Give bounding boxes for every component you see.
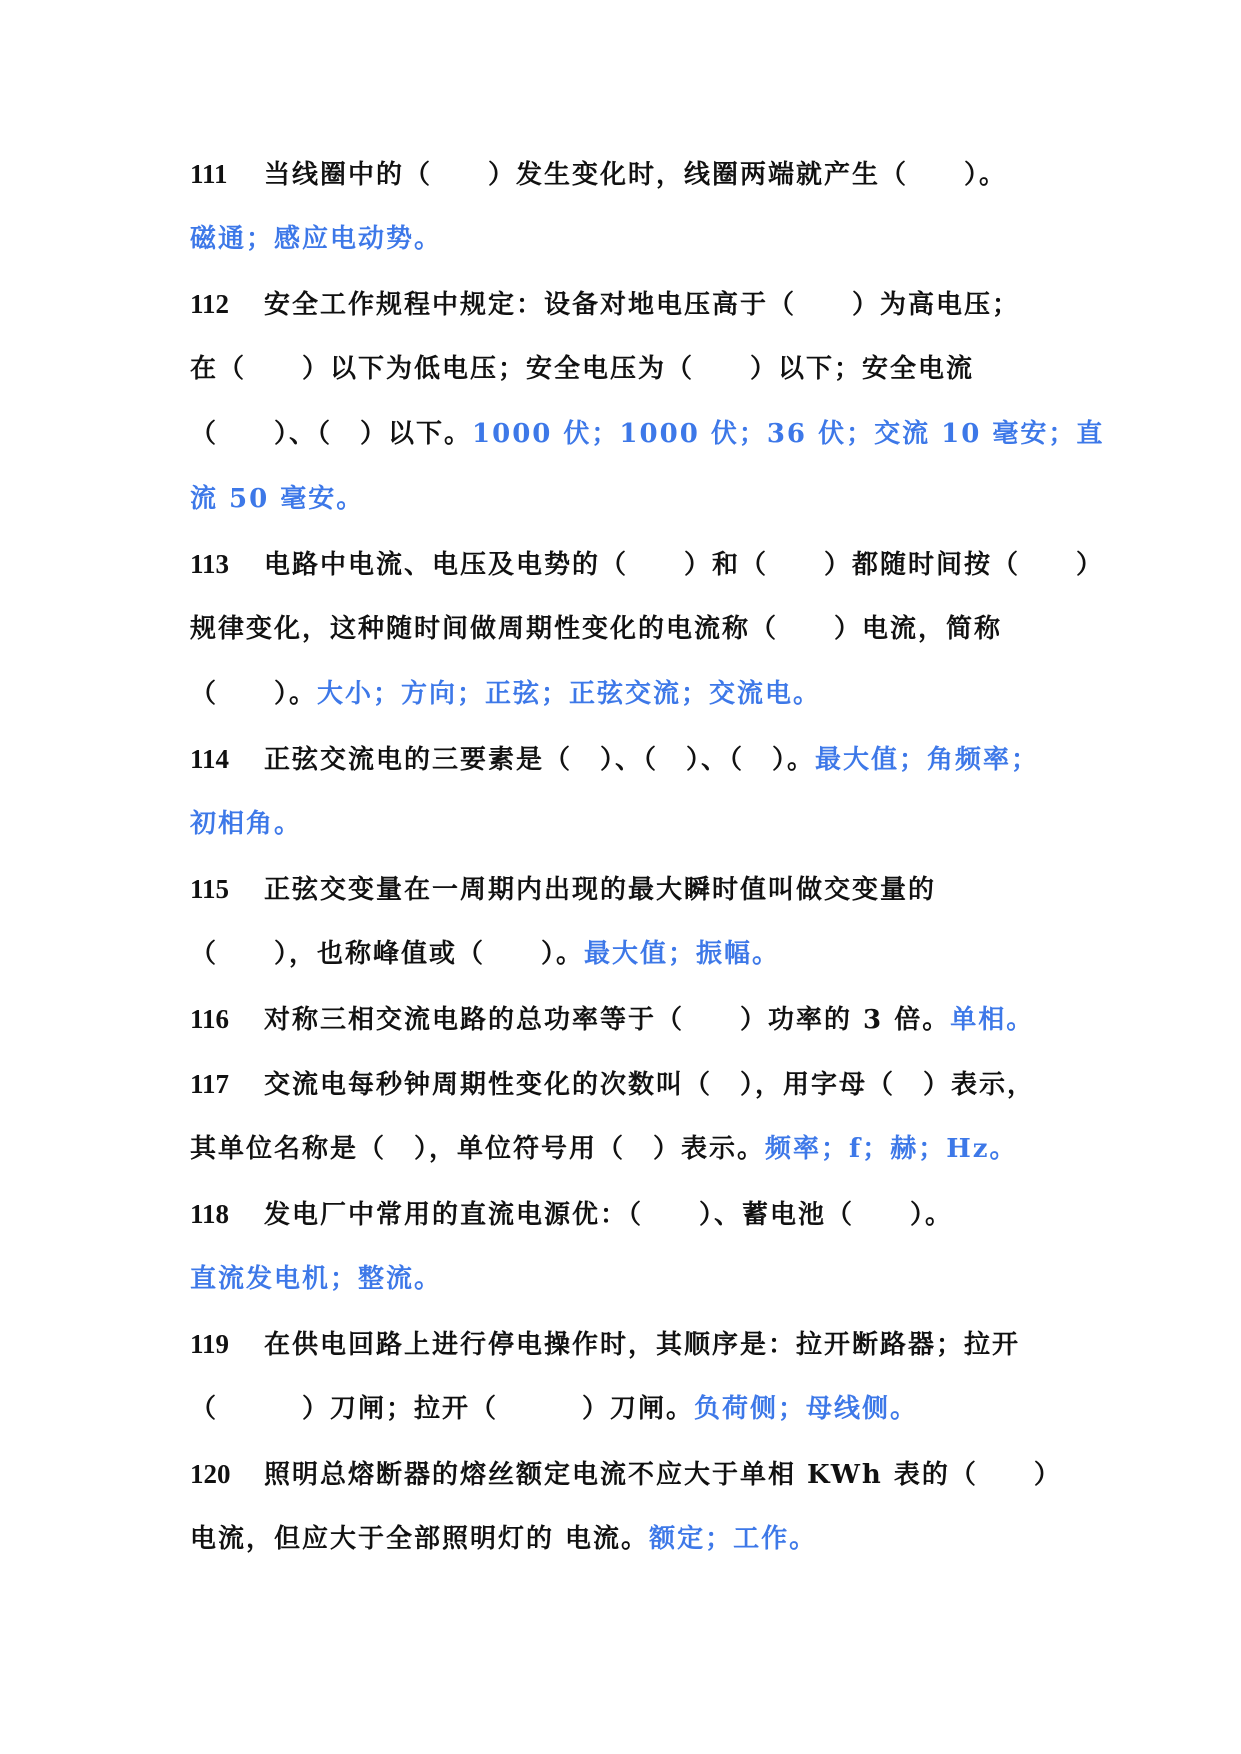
answer-text: 最大值；角频率； (815, 745, 1040, 775)
question-115-line-2 (190, 938, 1060, 1003)
question-text: （ ）刀闸；拉开（ ）刀闸。 (190, 1394, 695, 1424)
question-text: 正弦交变量在一周期内出现的最大瞬时值叫做交变量的 (264, 875, 937, 905)
question-text: 交流电每秒钟周期性变化的次数叫（ ），用字母（ ）表示， (264, 1070, 1036, 1100)
question-number: 116 (190, 1004, 230, 1034)
answer-text: 1000 伏；1000 伏；36 伏；交流 10 毫安；直 (472, 419, 1105, 449)
question-113-line-2 (190, 613, 1060, 678)
question-text: （ ）、（ ）以下。 (190, 419, 473, 449)
answer-text: 额定；工作。 (649, 1524, 818, 1554)
answer-text: 频率；f；赫；Hz。 (765, 1134, 1018, 1164)
question-text: 规律变化，这种随时间做周期性变化的电流称（ ）电流，简称 (190, 614, 1003, 644)
question-111-line-1 (190, 158, 1060, 223)
question-116-line-1 (190, 1003, 1060, 1068)
answer-text: 流 50 毫安。 (190, 484, 365, 514)
question-117-line-2 (190, 1133, 1060, 1198)
question-number: 112 (190, 289, 230, 319)
question-text: 正弦交流电的三要素是（ ）、（ ）、（ ）。 (264, 745, 816, 775)
question-114-line-1 (190, 743, 1060, 808)
question-111-line-2 (190, 223, 1060, 288)
question-number: 119 (190, 1329, 230, 1359)
question-112-line-2 (190, 353, 1060, 418)
question-text: （ ），也称峰值或（ ）。 (190, 939, 585, 969)
question-text: 安全工作规程中规定：设备对地电压高于（ ）为高电压； (264, 290, 1021, 320)
question-118-line-1 (190, 1198, 1060, 1263)
question-120-line-2 (190, 1523, 1060, 1588)
question-112-line-4 (190, 483, 1060, 548)
question-number: 111 (190, 159, 228, 189)
question-119-line-2 (190, 1393, 1060, 1458)
question-text: 电路中电流、电压及电势的（ ）和（ ）都随时间按（ ） (264, 550, 1105, 580)
question-113-line-1 (190, 548, 1105, 613)
question-text: 当线圈中的（ ）发生变化时，线圈两端就产生（ ）。 (264, 160, 1008, 190)
question-112-line-1 (190, 288, 1060, 353)
question-text: 发电厂中常用的直流电源优：（ ）、蓄电池（ ）。 (264, 1200, 954, 1230)
question-text: 在（ ）以下为低电压；安全电压为（ ）以下；安全电流 (190, 354, 975, 384)
question-number: 115 (190, 874, 230, 904)
question-text: 在供电回路上进行停电操作时，其顺序是：拉开断路器；拉开 (264, 1330, 1021, 1360)
answer-text: 单相。 (950, 1005, 1035, 1035)
question-117-line-1 (190, 1068, 1060, 1133)
question-114-line-2 (190, 808, 1060, 873)
question-115-line-1 (190, 873, 1060, 938)
question-number: 113 (190, 549, 230, 579)
question-text: 电流，但应大于全部照明灯的 电流。 (190, 1524, 650, 1554)
answer-text: 负荷侧；母线侧。 (694, 1394, 919, 1424)
question-number: 120 (190, 1459, 231, 1489)
question-text: （ ）。 (190, 679, 318, 709)
answer-text: 初相角。 (190, 809, 303, 839)
question-120-line-1 (190, 1458, 1060, 1523)
question-text: 照明总熔断器的熔丝额定电流不应大于单相 KWh 表的（ ） (264, 1460, 1062, 1490)
question-text: 其单位名称是（ ），单位符号用（ ）表示。 (190, 1134, 766, 1164)
document-page (190, 158, 1105, 1588)
question-119-line-1 (190, 1328, 1060, 1393)
question-112-line-3 (190, 418, 1105, 483)
question-113-line-3 (190, 678, 1060, 743)
answer-text: 最大值；振幅。 (584, 939, 781, 969)
answer-text: 磁通；感应电动势。 (190, 224, 443, 254)
question-118-line-2 (190, 1263, 1060, 1328)
question-text: 对称三相交流电路的总功率等于（ ）功率的 3 倍。 (264, 1005, 951, 1035)
answer-text: 大小；方向；正弦；正弦交流；交流电。 (317, 679, 822, 709)
question-number: 118 (190, 1199, 230, 1229)
question-number: 117 (190, 1069, 230, 1099)
answer-text: 直流发电机；整流。 (190, 1264, 443, 1294)
question-number: 114 (190, 744, 230, 774)
